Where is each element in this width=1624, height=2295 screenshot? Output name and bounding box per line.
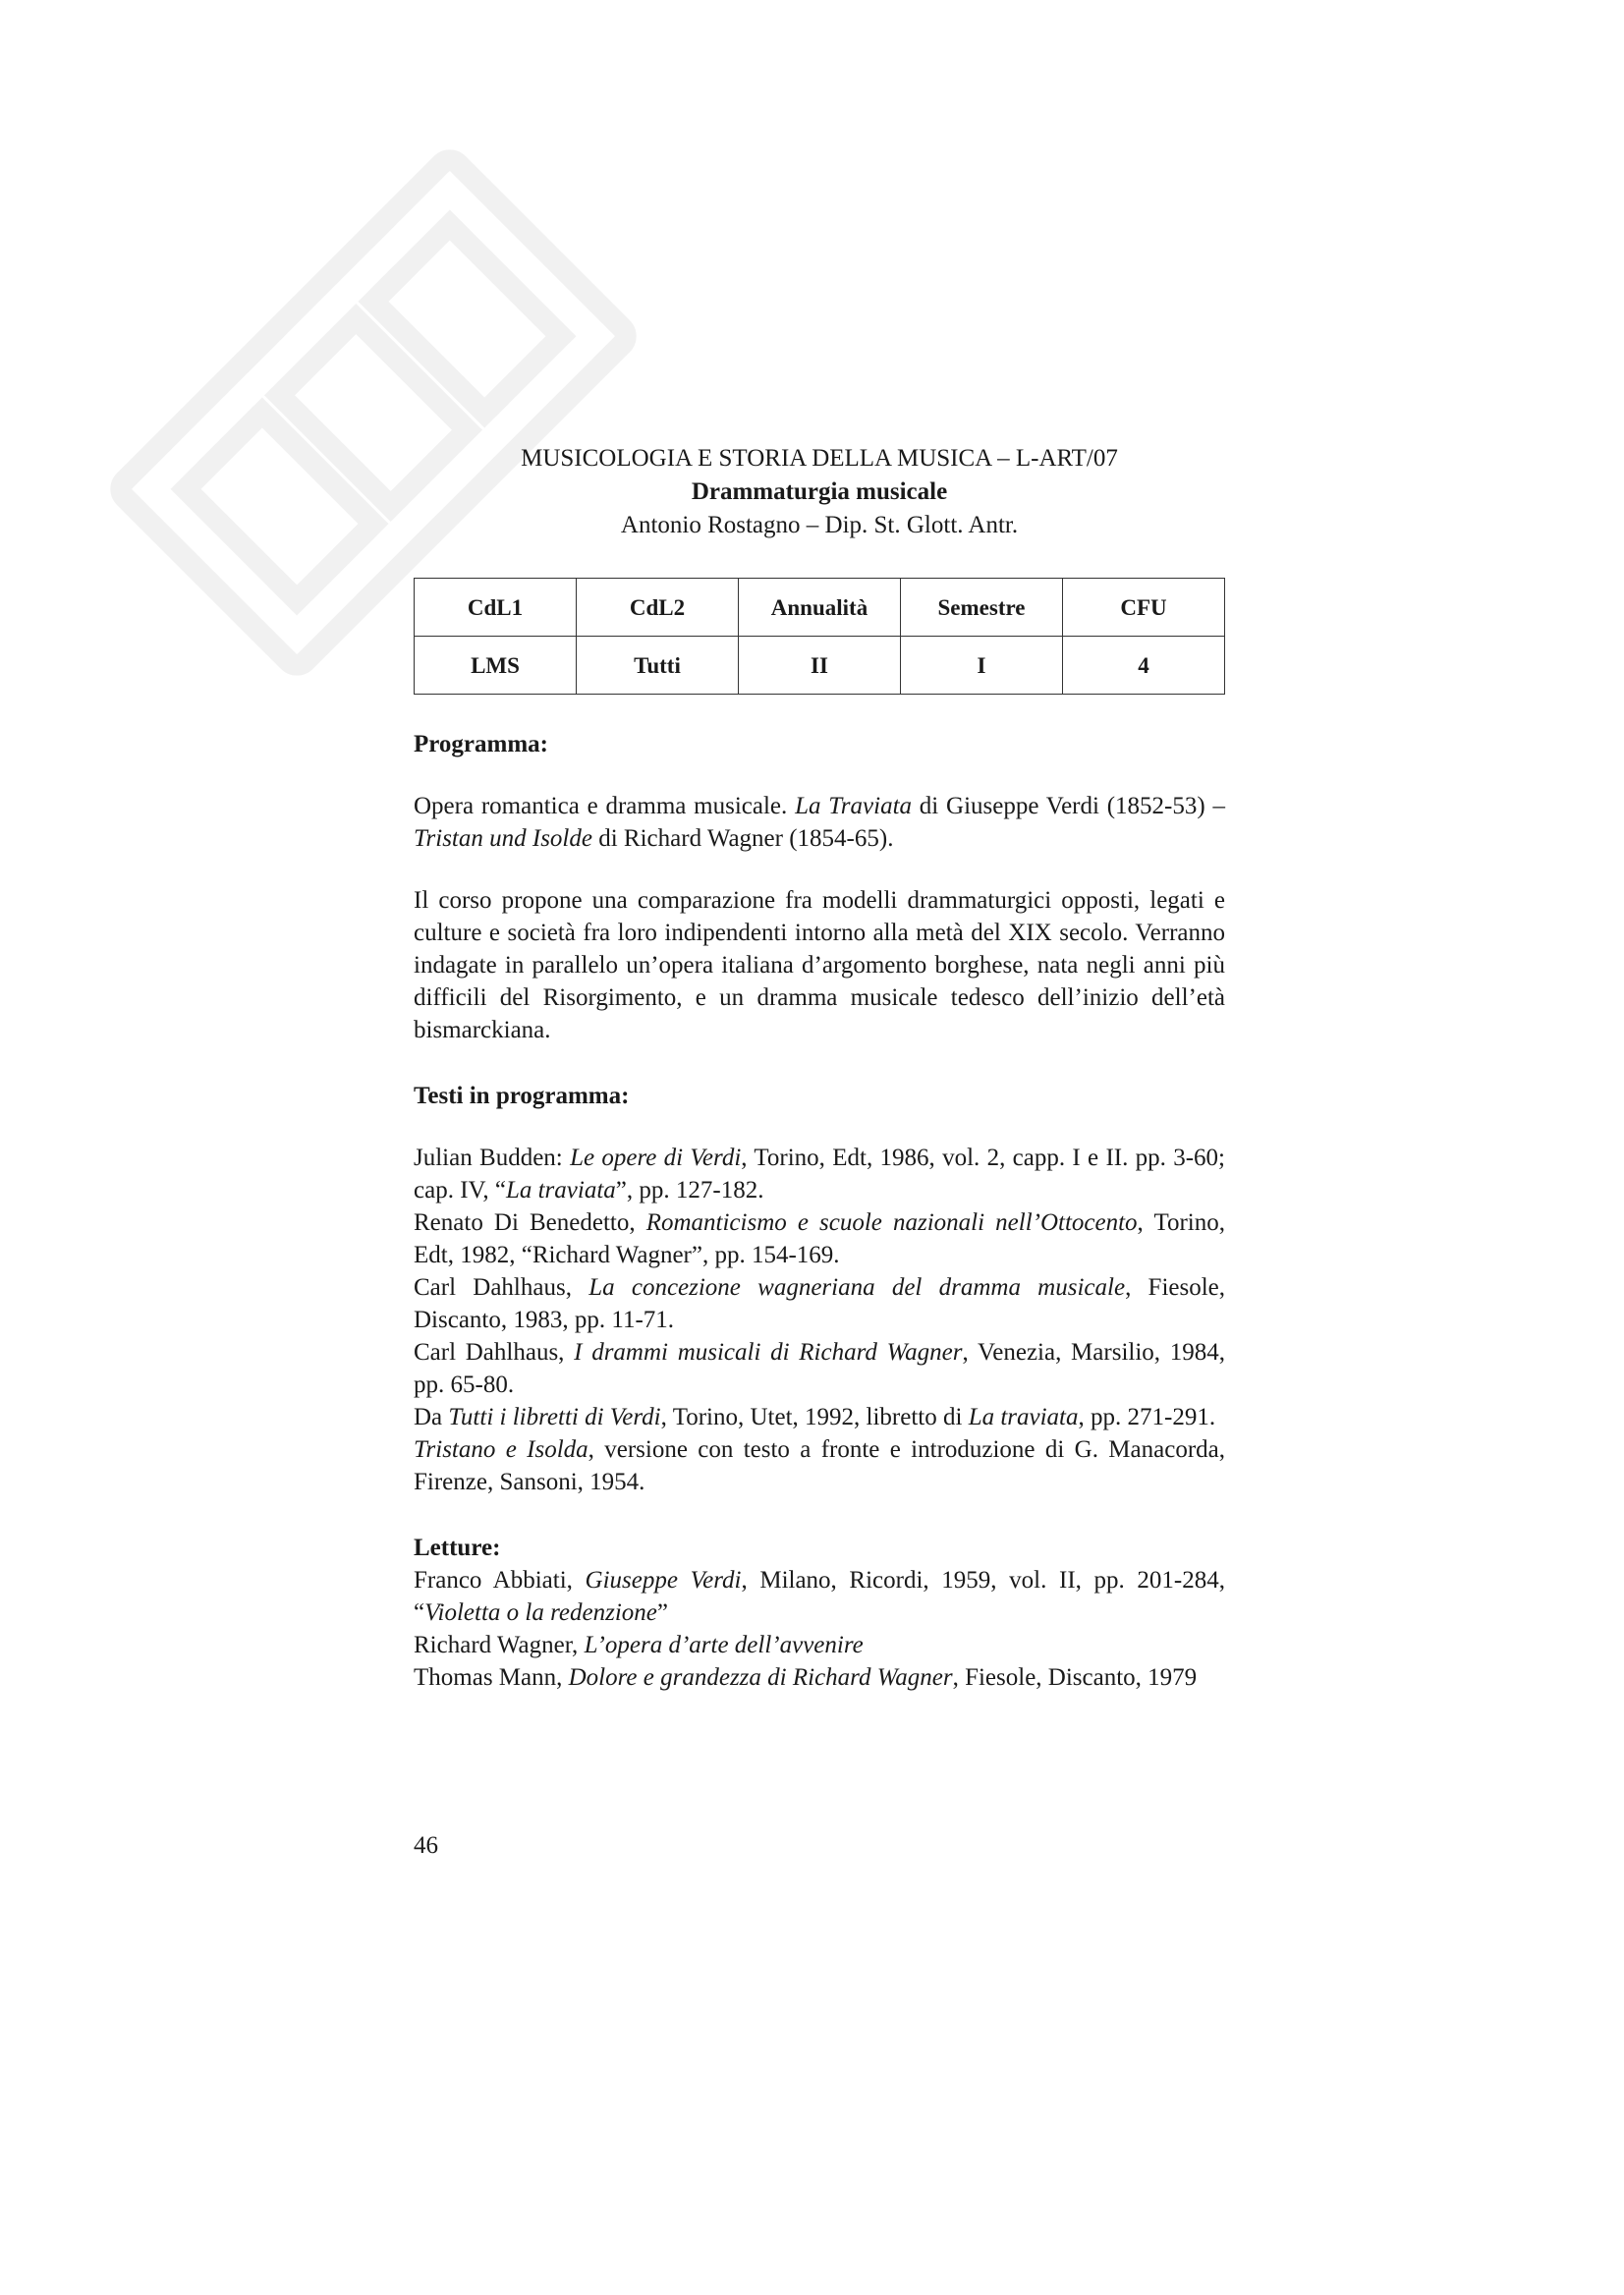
text-span: , Venezia, Marsilio, 1984, pp. 65-80. <box>414 1339 1225 1398</box>
text-span: , versione con testo a fronte e introduzione di G. Manacorda, Firenze, Sansoni, 1954. <box>414 1436 1225 1495</box>
table-header-cell: CFU <box>1063 579 1225 637</box>
text-span: , pp. 271-291. <box>1078 1404 1216 1430</box>
italic-title: La concezione wagneriana del dramma musicale <box>588 1274 1126 1301</box>
course-discipline: MUSICOLOGIA E STORIA DELLA MUSICA – L-ART/07 <box>521 445 1118 472</box>
table-cell: 4 <box>1063 637 1225 695</box>
course-teacher: Antonio Rostagno – Dip. St. Glott. Antr. <box>620 512 1019 538</box>
bibliography-entry <box>414 1661 1225 1694</box>
italic-title: La traviata <box>968 1404 1079 1430</box>
table-header-cell: CdL2 <box>577 579 739 637</box>
text-span: Opera romantica e dramma musicale. <box>414 793 796 819</box>
course-info-table <box>414 578 1225 695</box>
italic-title: Tutti i libretti di Verdi <box>448 1404 661 1430</box>
italic-title: Tristan und Isolde <box>414 825 592 852</box>
bibliography-entry <box>414 1433 1225 1498</box>
bibliography-entry <box>414 1142 1225 1206</box>
text-span: Thomas Mann, <box>414 1664 569 1691</box>
text-span: Carl Dahlhaus, <box>414 1274 589 1301</box>
text-span: , Torino, Utet, 1992, libretto di <box>660 1404 969 1430</box>
italic-title: I drammi musicali di Richard Wagner <box>574 1339 963 1366</box>
text-span: Julian Budden: <box>414 1145 571 1171</box>
bibliography-entry <box>414 1336 1225 1401</box>
table-header-cell: Semestre <box>901 579 1063 637</box>
bibliography-entry <box>414 1271 1225 1336</box>
italic-title: L’opera d’arte dell’avvenire <box>584 1632 864 1658</box>
testi-heading: Testi in programma: <box>414 1083 630 1109</box>
programma-paragraph-1 <box>414 790 1225 855</box>
letture-list <box>414 1564 1225 1694</box>
bibliography-entry <box>414 1401 1225 1433</box>
italic-title: Dolore e grandezza di Richard Wagner <box>568 1664 953 1691</box>
page-number: 46 <box>414 1832 438 1859</box>
bibliography-entry <box>414 1564 1225 1629</box>
text-span: , Fiesole, Discanto, 1983, pp. 11-71. <box>414 1274 1226 1333</box>
table-row <box>415 637 1225 695</box>
bibliography-entry <box>414 1629 1225 1661</box>
table-header-row <box>415 579 1225 637</box>
table-header-cell: Annualità <box>739 579 901 637</box>
programma-heading: Programma: <box>414 731 548 757</box>
programma-paragraph-2: Il corso propone una comparazione fra modelli drammaturgici opposti, legati e culture e società fra loro indipendenti intorno alla metà del XIX secolo. Verranno indagate in parallelo un’opera italiana d’argomento borghese, nata negli anni più difficili del Risorgimento, e un dramma musicale tedesco dell’inizio dell’età bismarckiana. <box>414 887 1225 1043</box>
text-span: Renato Di Benedetto, <box>414 1209 646 1236</box>
text-span: , Fiesole, Discanto, 1979 <box>952 1664 1198 1691</box>
table-cell: II <box>739 637 901 695</box>
italic-title: Romanticismo e scuole nazionali nell’Ottocento <box>645 1209 1138 1236</box>
course-header <box>414 442 1225 542</box>
text-span: di Giuseppe Verdi (1852-53) – <box>912 793 1225 819</box>
letture-heading: Letture: <box>414 1535 501 1561</box>
text-span: Carl Dahlhaus, <box>414 1339 575 1366</box>
document-body <box>414 442 1225 1694</box>
text-span: Franco Abbiati, <box>414 1567 586 1594</box>
text-span: , Milano, Ricordi, 1959, vol. II, pp. 201-284, “ <box>414 1567 1225 1626</box>
italic-title: Le opere di Verdi <box>570 1145 742 1171</box>
table-cell: I <box>901 637 1063 695</box>
text-span: ” <box>656 1599 668 1626</box>
text-span: Richard Wagner, <box>414 1632 585 1658</box>
italic-title: La traviata <box>505 1177 616 1203</box>
text-span: Da <box>414 1404 449 1430</box>
italic-title: Tristano e Isolda <box>414 1436 588 1463</box>
text-span: , Torino, Edt, 1986, vol. 2, capp. I e II. pp. 3-60; cap. IV, “ <box>414 1145 1225 1203</box>
bibliography-entry <box>414 1206 1225 1271</box>
italic-title: Violetta o la redenzione <box>424 1599 657 1626</box>
table-cell: LMS <box>415 637 577 695</box>
table-header-cell: CdL1 <box>415 579 577 637</box>
course-title: Drammaturgia musicale <box>691 478 948 505</box>
text-span: , Torino, Edt, 1982, “Richard Wagner”, pp. 154-169. <box>414 1209 1225 1268</box>
table-cell: Tutti <box>577 637 739 695</box>
testi-list <box>414 1142 1225 1498</box>
italic-title: Giuseppe Verdi <box>585 1567 742 1594</box>
italic-title: La Traviata <box>795 793 913 819</box>
text-span: di Richard Wagner (1854-65). <box>591 825 894 852</box>
text-span: ”, pp. 127-182. <box>615 1177 764 1203</box>
